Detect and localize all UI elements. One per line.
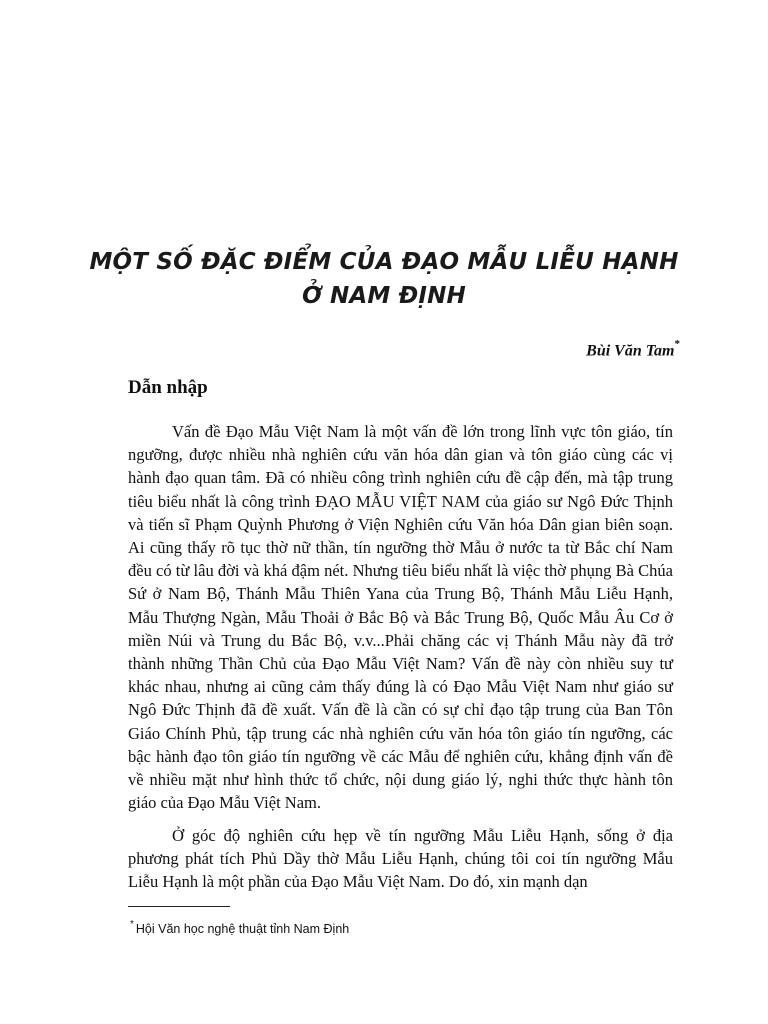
footnote-divider <box>128 906 230 907</box>
body-paragraph-2: Ở góc độ nghiên cứu hẹp về tín ngưỡng Mẫu Liễu Hạnh, sống ở địa phương phát tích Phủ Dầy thờ Mẫu Liễu Hạnh, chúng tôi coi tín ngưỡng Mẫu Liễu Hạnh là một phần của Đạo Mẫu Việt Nam. Do đó, xin mạnh dạn <box>128 826 673 892</box>
author-footnote-mark: * <box>674 338 680 350</box>
author-byline <box>586 340 680 360</box>
article-title-line-1: MỘT SỐ ĐẶC ĐIỂM CỦA ĐẠO MẪU LIỄU HẠNH <box>89 249 679 275</box>
footnote-text: Hội Văn học nghệ thuật tỉnh Nam Định <box>135 922 350 937</box>
author-name: Bùi Văn Tam <box>586 342 675 360</box>
article-title-line-2: Ở NAM ĐỊNH <box>302 283 466 309</box>
footnote-mark: * <box>130 919 134 930</box>
body-paragraph-1: Vấn đề Đạo Mẫu Việt Nam là một vấn đề lớn trong lĩnh vực tôn giáo, tín ngưỡng, được nhiều nhà nghiên cứu văn hóa dân gian và tôn giáo cùng các vị hành đạo quan tâm. Đã có nhiều công trình nghiên cứu đề cập đến, mà tập trung tiêu biểu nhất là công trình ĐẠO MẪU VIỆT NAM của giáo sư Ngô Đức Thịnh và tiến sĩ Phạm Quỳnh Phương ở Viện Nghiên cứu Văn hóa Dân gian biên soạn. Ai cũng thấy rõ tục thờ nữ thần, tín ngưỡng thờ Mẫu ở nước ta từ Bắc chí Nam đều có từ lâu đời và khá đậm nét. Nhưng tiêu biểu nhất là việc thờ phụng Bà Chúa Sứ ở Nam Bộ, Thánh Mẫu Thiên Yana của Trung Bộ, Thánh Mẫu Liễu Hạnh, Mẫu Thượng Ngàn, Mẫu Thoải ở Bắc Bộ và Bắc Trung Bộ, Quốc Mẫu Âu Cơ ở miền Núi và Trung du Bắc Bộ, v.v...Phải chăng các vị Thánh Mẫu này đã trở thành những Thần Chủ của Đạo Mẫu Việt Nam? Vấn đề này còn nhiều suy tư khác nhau, nhưng ai cũng cảm thấy đúng là có Đạo Mẫu Việt Nam như giáo sư Ngô Đức Thịnh đã đề xuất. Vấn đề là cần có sự chỉ đạo tập trung của Ban Tôn Giáo Chính Phủ, tập trung các nhà nghiên cứu văn hóa tôn giáo tín ngưỡng, các bậc hành đạo tôn giáo tín ngưỡng về các Mẫu để nghiên cứu, khẳng định vấn đề về nhiều mặt như hình thức tổ chức, nội dung giáo lý, nghi thức thực hành tôn giáo của Đạo Mẫu Việt Nam. <box>128 422 673 813</box>
section-heading: Dẫn nhập <box>128 377 208 398</box>
footnote <box>130 920 349 936</box>
